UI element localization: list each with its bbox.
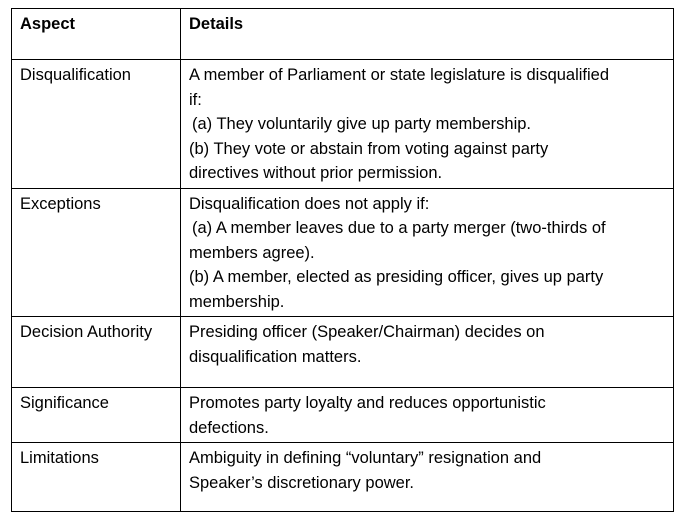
details-line: (a) A member leaves due to a party merger (two-thirds of [192, 219, 606, 237]
details-cell [181, 60, 674, 189]
table-row [12, 60, 674, 189]
details-line: Promotes party loyalty and reduces opportunistic [189, 394, 546, 412]
details-line: Disqualification does not apply if: [189, 194, 430, 213]
aspect-cell: Decision Authority [12, 317, 181, 388]
details-line: membership. [189, 292, 285, 311]
table-header-row [12, 9, 674, 60]
details-line: members agree). [189, 243, 315, 262]
header-aspect: Aspect [12, 9, 181, 60]
details-cell [181, 443, 674, 512]
details-line: (a) They voluntarily give up party membership. [192, 115, 532, 133]
table-row [12, 443, 674, 512]
details-line: Presiding officer (Speaker/Chairman) decides on [189, 323, 545, 341]
details-cell [181, 388, 674, 443]
details-line: disqualification matters. [189, 347, 362, 366]
details-line: (b) They vote or abstain from voting against party [189, 139, 549, 158]
details-line: A member of Parliament or state legislature is disqualified [189, 66, 610, 84]
aspect-cell: Significance [12, 388, 181, 443]
details-line: (b) A member, elected as presiding officer, gives up party [189, 268, 604, 286]
aspect-cell: Disqualification [12, 60, 181, 189]
aspect-cell: Exceptions [12, 188, 181, 317]
details-cell [181, 188, 674, 317]
header-details: Details [181, 9, 674, 60]
details-line: directives without prior permission. [189, 164, 443, 182]
details-line: Ambiguity in defining “voluntary” resignation and [189, 449, 542, 467]
details-cell [181, 317, 674, 388]
aspect-cell: Limitations [12, 443, 181, 512]
table-row [12, 188, 674, 317]
details-line: if: [189, 90, 202, 109]
table-row [12, 317, 674, 388]
table-row [12, 388, 674, 443]
details-line: Speaker’s discretionary power. [189, 473, 415, 492]
details-line: defections. [189, 418, 269, 437]
anti-defection-table [11, 8, 674, 512]
